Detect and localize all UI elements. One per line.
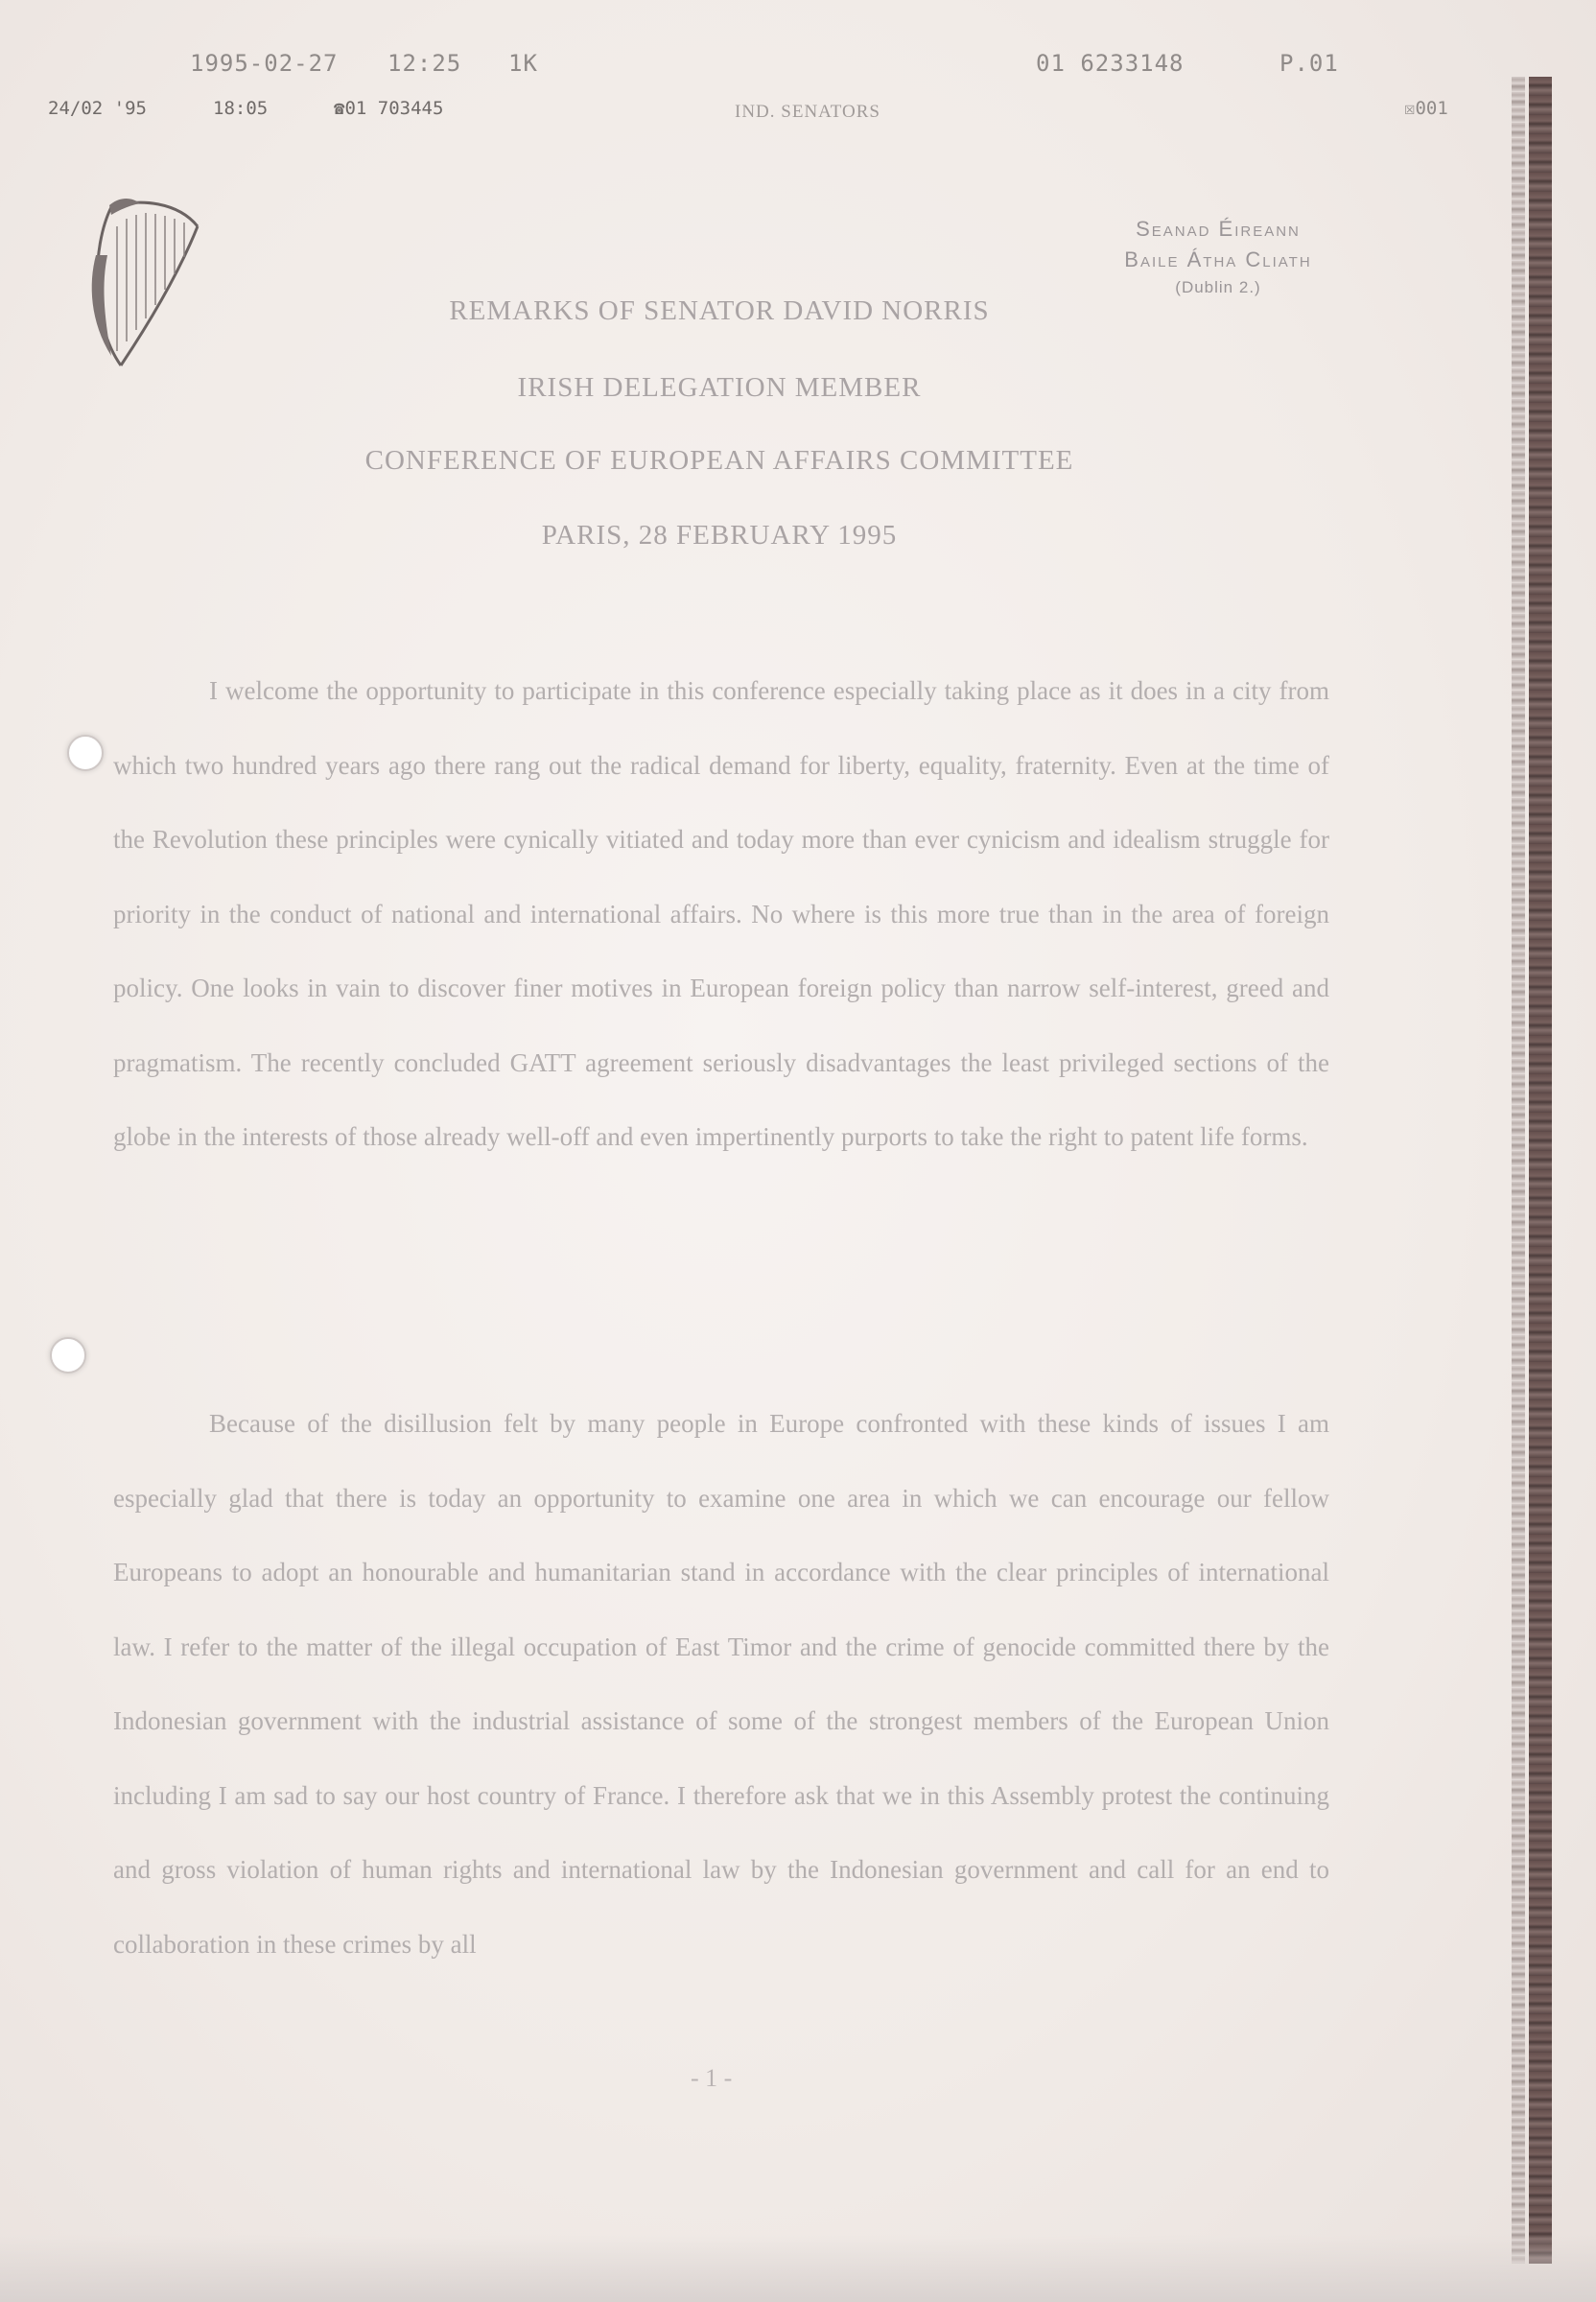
fax-header-date: 1995-02-27 <box>190 50 339 77</box>
fax-second-phone: ☎01 703445 <box>334 98 444 119</box>
heading-delegation: IRISH DELEGATION MEMBER <box>517 372 922 403</box>
fax-second-time: 18:05 <box>213 98 269 119</box>
letterhead-line3: (Dublin 2.) <box>1175 278 1261 296</box>
body-paragraph-2: Because of the disillusion felt by many people in Europe confronted with these kinds of issues I am especially glad that there is today an opportunity to examine one area in which we can encourage our fellow Europeans to adopt an honourable and humanitarian stand in accordance with the clear principles of international law. I refer to the matter of the illegal occupation of East Timor and the crime of genocide committed there by the Indonesian government with the industrial assistance of some of the strongest members of the European Union including I am sad to say our host country of France. I therefore ask that we in this Assembly protest the continuing and gross violation of human rights and international law by the Indonesian government and call for an end to collaboration in these crimes by all <box>113 1409 1329 1959</box>
scan-edge-shadow <box>1529 77 1552 2264</box>
heading-conference: CONFERENCE OF EUROPEAN AFFAIRS COMMITTEE <box>364 445 1074 476</box>
letterhead <box>1074 217 1362 297</box>
scan-edge-strip <box>1512 77 1525 2264</box>
fax-destination: IND. SENATORS <box>735 102 881 122</box>
body-paragraph-1: I welcome the opportunity to participate in this conference especially taking place as it does in a city from which two hundred years ago there rang out the radical demand for liberty, equality, fraternity. Even at the time of the Revolution these principles were cynically vitiated and today more than ever cynicism and idealism struggle for priority in the conduct of national and international affairs. No where is this more true than in the area of foreign policy. One looks in vain to discover finer motives in European foreign policy than narrow self-interest, greed and pragmatism. The recently concluded GATT agreement seriously disadvantages the least privileged sections of the globe in the interests of those already well-off and even impertinently purports to take the right to patent life forms. <box>113 676 1329 1151</box>
letterhead-line2: Baile Átha Cliath <box>1124 247 1312 271</box>
scan-bottom-shadow <box>0 2235 1596 2302</box>
fax-header-page: P.01 <box>1279 50 1339 77</box>
page-number: - 1 - <box>691 2064 733 2092</box>
letterhead-line1: Seanad Éireann <box>1136 217 1301 241</box>
harp-icon <box>82 188 207 380</box>
punch-hole <box>50 1337 86 1374</box>
fax-header-time: 12:25 <box>387 50 462 77</box>
fax-header-code: 1K <box>508 50 538 77</box>
heading-title: REMARKS OF SENATOR DAVID NORRIS <box>449 295 990 326</box>
fax-header-phone: 01 6233148 <box>1036 50 1185 77</box>
fax-page-marker: ☒001 <box>1404 98 1448 119</box>
punch-hole <box>67 735 104 771</box>
heading-place-date: PARIS, 28 FEBRUARY 1995 <box>541 520 898 551</box>
fax-second-date: 24/02 '95 <box>48 98 147 119</box>
